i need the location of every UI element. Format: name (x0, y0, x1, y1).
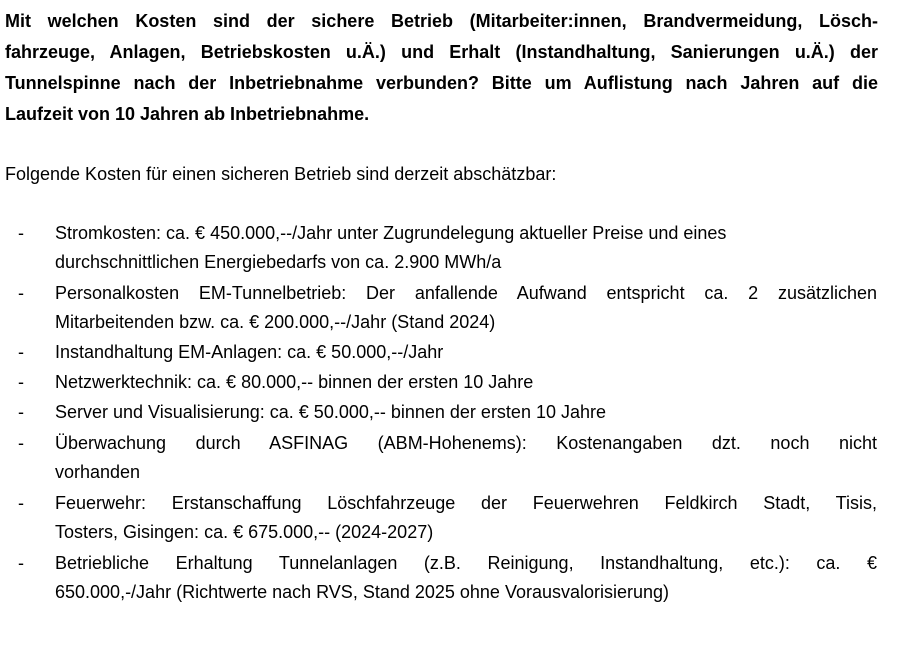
item-line: Mitarbeitenden bzw. ca. € 200.000,--/Jahr (Stand 2024) (55, 312, 496, 332)
item-line: durchschnittlichen Energiebedarfs von ca. 2.900 MWh/a (55, 252, 502, 272)
bullet-dash: - (18, 223, 24, 243)
item-line: Server und Visualisierung: ca. € 50.000,-- binnen der ersten 10 Jahre (55, 402, 607, 422)
bullet-dash: - (18, 342, 24, 362)
bullet-dash: - (18, 433, 24, 453)
item-line: Feuerwehr: Erstanschaffung Löschfahrzeuge der Feuerwehren Feldkirch Stadt, Tisis, (55, 493, 877, 513)
item-line: Instandhaltung EM-Anlagen: ca. € 50.000,--/Jahr (55, 342, 444, 362)
item-line: 650.000,-/Jahr (Richtwerte nach RVS, Stand 2025 ohne Vorausvalorisierung) (55, 582, 670, 602)
item-line: vorhanden (55, 462, 141, 482)
bullet-dash: - (18, 553, 24, 573)
bullet-dash: - (18, 372, 24, 392)
bullet-dash: - (18, 493, 24, 513)
item-line: Überwachung durch ASFINAG (ABM-Hohenems): Kostenangaben dzt. noch nicht (55, 433, 877, 453)
question-line: Mit welchen Kosten sind der sichere Betrieb (Mitarbeiter:innen, Brandvermeidung, Lösch- (5, 11, 878, 31)
item-line: Netzwerktechnik: ca. € 80.000,-- binnen der ersten 10 Jahre (55, 372, 534, 392)
bullet-dash: - (18, 283, 24, 303)
item-line: Stromkosten: ca. € 450.000,--/Jahr unter Zugrundelegung aktueller Preise und eines (55, 223, 727, 243)
item-line: Personalkosten EM-Tunnelbetrieb: Der anfallende Aufwand entspricht ca. 2 zusätzlichen (55, 283, 877, 303)
intro-text: Folgende Kosten für einen sicheren Betrieb sind derzeit abschätzbar: (5, 164, 557, 184)
question-line: fahrzeuge, Anlagen, Betriebskosten u.Ä.) und Erhalt (Instandhaltung, Sanierungen u.Ä.) der (5, 42, 878, 62)
bullet-dash: - (18, 402, 24, 422)
item-line: Betriebliche Erhaltung Tunnelanlagen (z.B. Reinigung, Instandhaltung, etc.): ca. € (55, 553, 877, 573)
item-line: Tosters, Gisingen: ca. € 675.000,-- (2024-2027) (55, 522, 434, 542)
question-line: Tunnelspinne nach der Inbetriebnahme verbunden? Bitte um Auflistung nach Jahren auf die (5, 73, 878, 93)
question-line: Laufzeit von 10 Jahren ab Inbetriebnahme. (5, 104, 370, 124)
